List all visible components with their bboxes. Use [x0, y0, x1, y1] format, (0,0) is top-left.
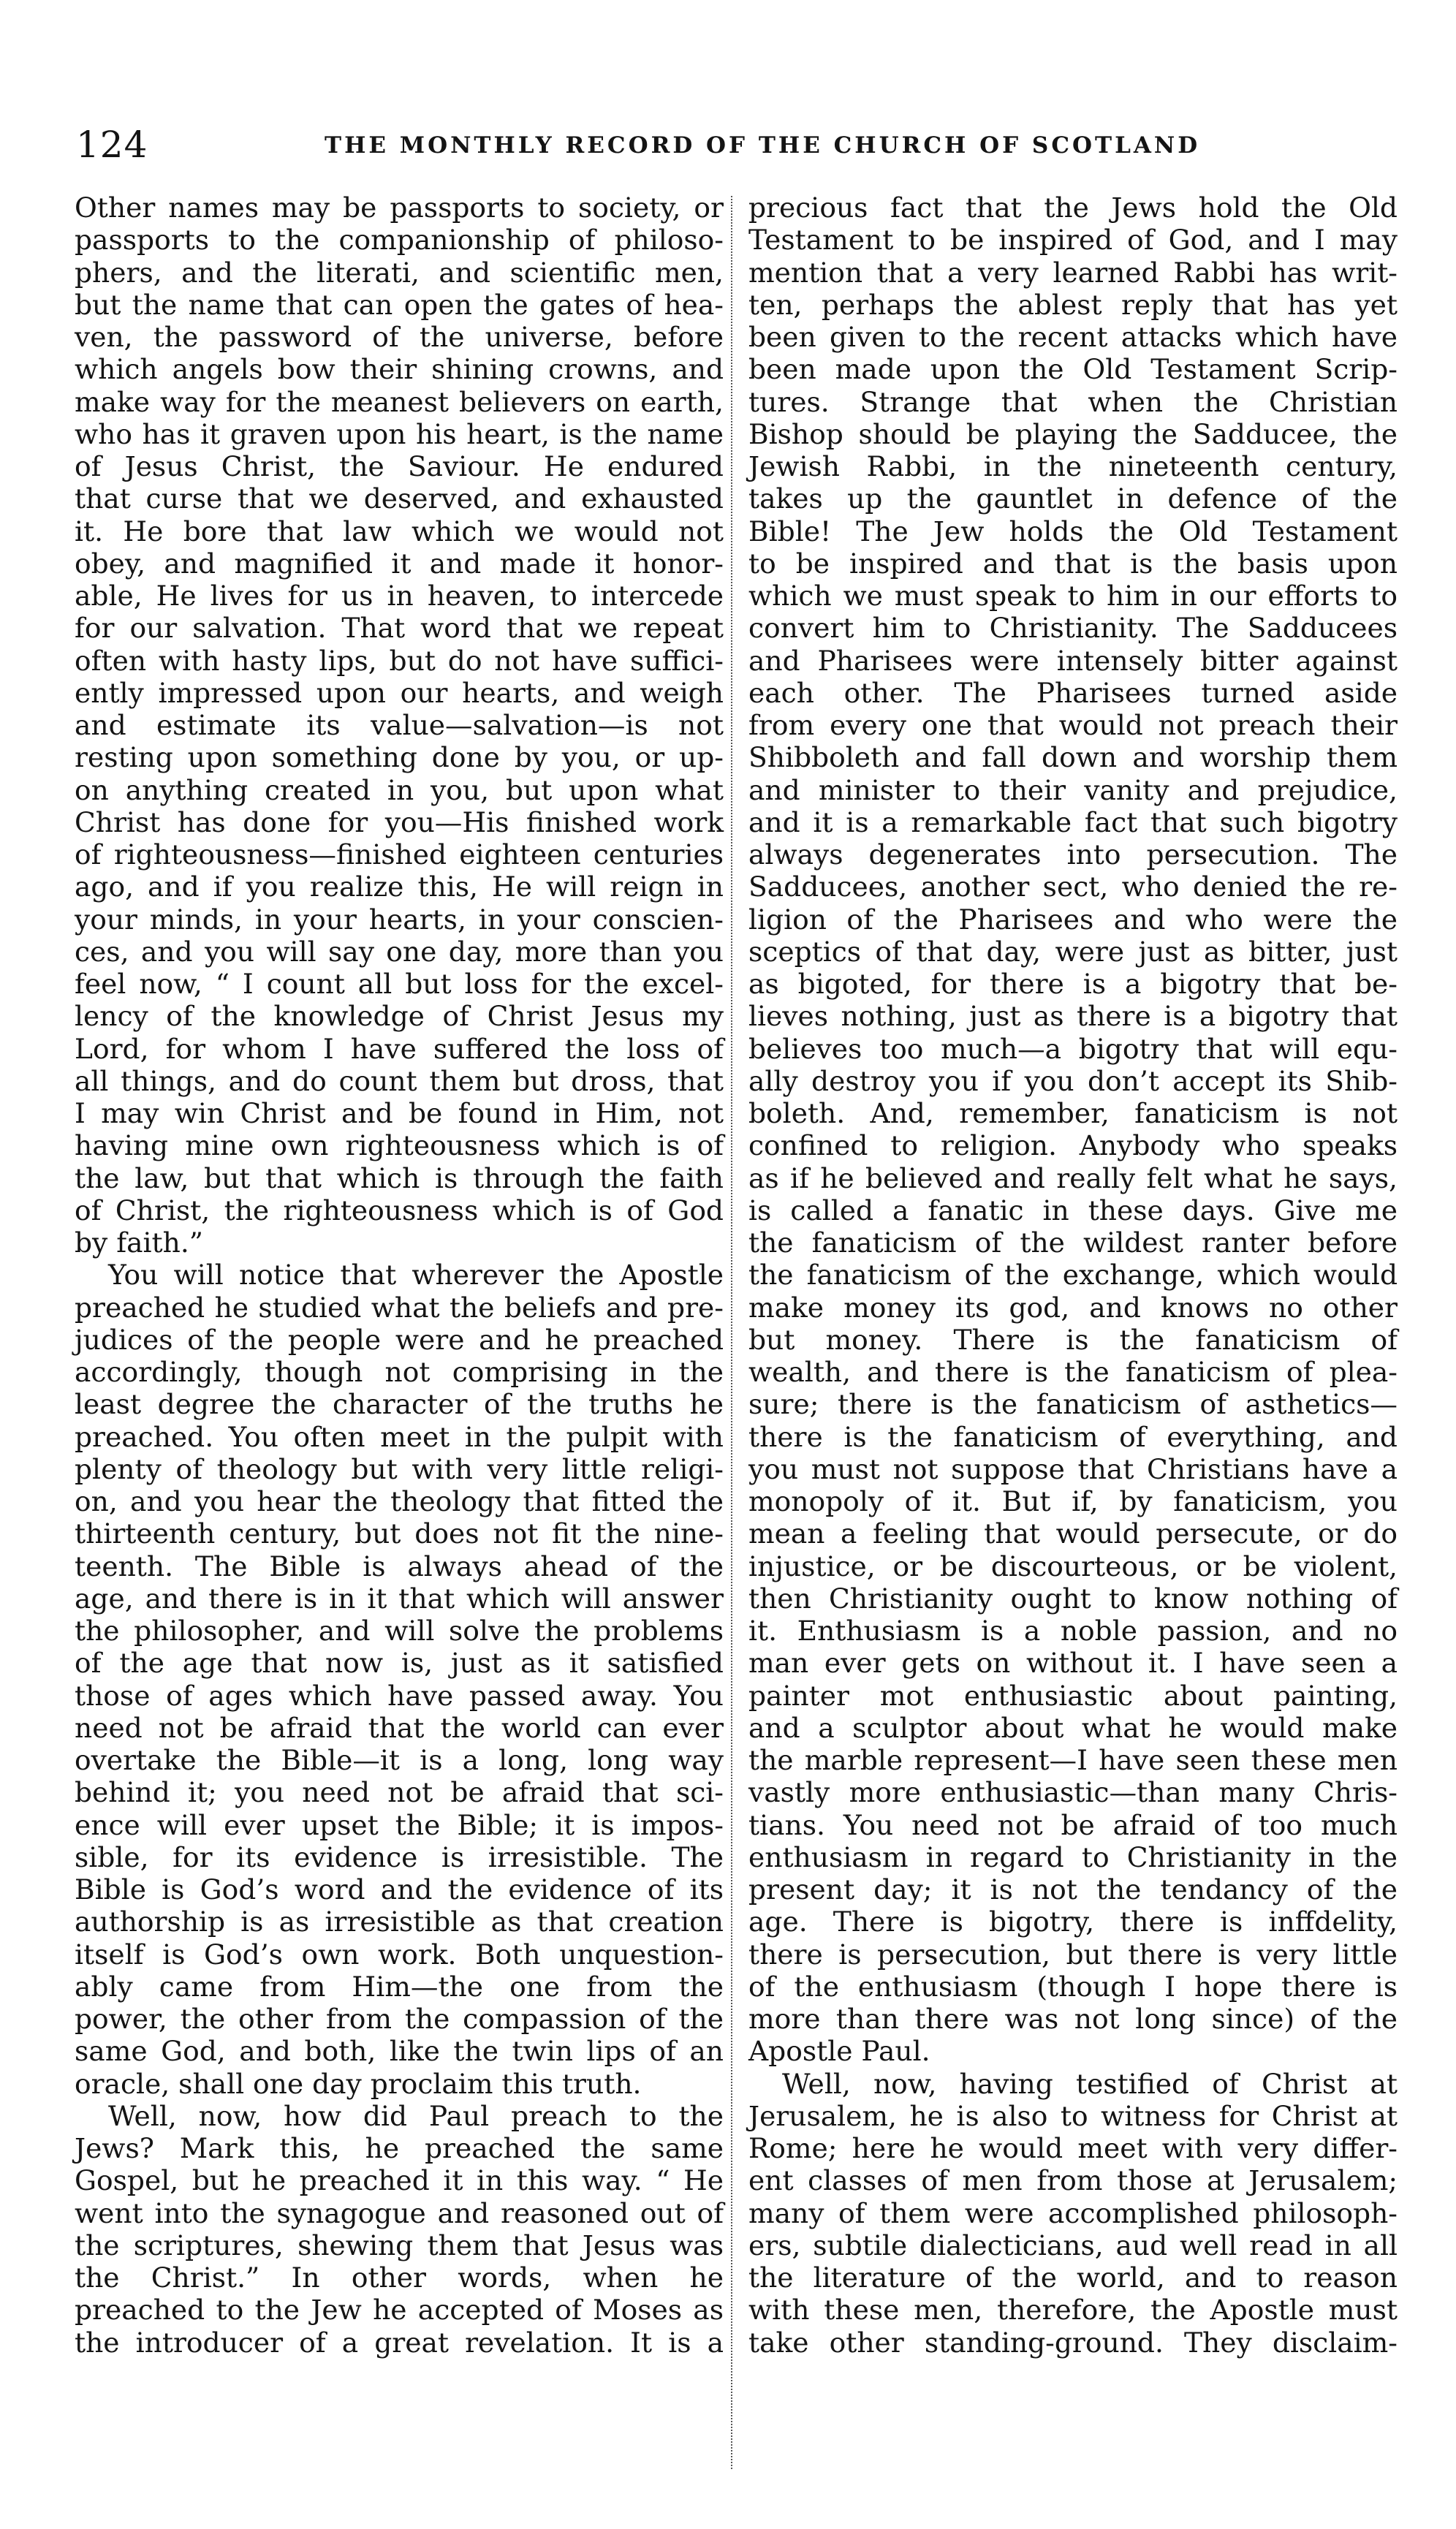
text-line: Jewish Rabbi, in the nineteenth century, [748, 450, 1398, 482]
text-line: ligion of the Pharisees and who were the [748, 903, 1398, 936]
text-line: accordingly, though not comprising in the [75, 1356, 724, 1388]
text-line: mention that a very learned Rabbi has writ- [748, 256, 1398, 289]
text-line: lency of the knowledge of Christ Jesus my [75, 1000, 724, 1033]
text-line: believes too much—a bigotry that will equ- [748, 1032, 1398, 1065]
text-line: as if he believed and really felt what he says, [748, 1161, 1398, 1194]
text-line: Sadducees, another sect, who denied the re- [748, 871, 1398, 903]
text-line: of righteousness—finished eighteen centuries [75, 838, 724, 871]
text-line: Other names may be passports to society, or [75, 192, 724, 224]
text-line: sceptics of that day, were just as bitter, just [748, 935, 1398, 968]
text-line: resting upon something done by you, or up- [75, 741, 724, 774]
text-line: judices of the people were and he preached [75, 1323, 724, 1356]
text-line: make way for the meanest believers on earth, [75, 385, 724, 418]
text-line: mean a feeling that would persecute, or do [748, 1517, 1398, 1550]
text-line: there is the fanaticism of everything, and [748, 1420, 1398, 1453]
text-line: you must not suppose that Christians have a [748, 1452, 1398, 1485]
text-line: the introducer of a great revelation. It is a [75, 2326, 724, 2359]
text-line: the marble represent—I have seen these men [748, 1744, 1398, 1776]
text-line: take other standing-ground. They disclaim- [748, 2326, 1398, 2359]
text-line: Testament to be inspired of God, and I may [748, 224, 1398, 257]
text-line: ven, the password of the universe, before [75, 321, 724, 353]
text-line: man ever gets on without it. I have seen a [748, 1647, 1398, 1680]
text-line: tures. Strange that when the Christian [748, 385, 1398, 418]
text-line: the philosopher, and will solve the problems [75, 1615, 724, 1647]
text-line: those of ages which have passed away. You [75, 1679, 724, 1712]
text-line: present day; it is not the tendancy of the [748, 1873, 1398, 1906]
text-line: but the name that can open the gates of hea- [75, 288, 724, 321]
text-line: Shibboleth and fall down and worship them [748, 741, 1398, 774]
text-line: age. There is bigotry, there is inffdelity, [748, 1906, 1398, 1938]
text-line: having mine own righteousness which is of [75, 1129, 724, 1162]
text-line: Jews? Mark this, he preached the same [75, 2132, 724, 2164]
text-line: same God, and both, like the twin lips of an [75, 2035, 724, 2068]
text-line: then Christianity ought to know nothing of [748, 1582, 1398, 1615]
text-line: teenth. The Bible is always ahead of the [75, 1550, 724, 1582]
text-line: ally destroy you if you don’t accept its Shib- [748, 1064, 1398, 1097]
text-line: and Pharisees were intensely bitter against [748, 644, 1398, 677]
text-line: plenty of theology but with very little religi- [75, 1452, 724, 1485]
text-line: more than there was not long since) of the [748, 2003, 1398, 2035]
text-line: who has it graven upon his heart, is the name [75, 417, 724, 450]
text-line: Well, now, how did Paul preach to the [108, 2099, 724, 2132]
text-line: Bishop should be playing the Sadducee, the [748, 417, 1398, 450]
text-line: ten, perhaps the ablest reply that has yet [748, 288, 1398, 321]
text-line: many of them were accomplished philosoph- [748, 2196, 1398, 2229]
text-line: preached to the Jew he accepted of Moses as [75, 2294, 724, 2327]
text-line: each other. The Pharisees turned aside [748, 676, 1398, 709]
text-line: ces, and you will say one day, more than you [75, 935, 724, 968]
left-column [75, 192, 724, 2359]
text-line: which angels bow their shining crowns, and [75, 353, 724, 386]
text-line: vastly more enthusiastic—than many Chris- [748, 1776, 1398, 1809]
text-line: went into the synagogue and reasoned out of [75, 2196, 724, 2229]
text-line: ent classes of men from those at Jerusalem; [748, 2164, 1398, 2197]
text-line: need not be afraid that the world can ever [75, 1711, 724, 1744]
text-line: phers, and the literati, and scientific men, [75, 256, 724, 289]
text-line: ago, and if you realize this, He will reign in [75, 871, 724, 903]
text-line: You will notice that wherever the Apostle [108, 1259, 724, 1292]
text-line: of Christ, the righteousness which is of God [75, 1194, 724, 1226]
text-line: that curse that we deserved, and exhausted [75, 482, 724, 515]
text-line: Gospel, but he preached it in this way. “ He [75, 2164, 724, 2197]
right-column [748, 192, 1398, 2359]
text-line: feel now, “ I count all but loss for the excel- [75, 968, 724, 1000]
text-line: ently impressed upon our hearts, and weigh [75, 676, 724, 709]
text-line: and minister to their vanity and prejudice, [748, 773, 1398, 806]
text-line: Well, now, having testified of Christ at [782, 2067, 1398, 2100]
text-line: confined to religion. Anybody who speaks [748, 1129, 1398, 1162]
text-line: takes up the gauntlet in defence of the [748, 482, 1398, 515]
text-line: which we must speak to him in our efforts to [748, 580, 1398, 612]
text-line: the fanaticism of the wildest ranter before [748, 1226, 1398, 1259]
text-line: sure; there is the fanaticism of asthetics— [748, 1388, 1398, 1421]
text-line: obey, and magnified it and made it honor- [75, 547, 724, 580]
text-line: least degree the character of the truths he [75, 1388, 724, 1421]
text-line: it. Enthusiasm is a noble passion, and no [748, 1615, 1398, 1647]
text-line: injustice, or be discourteous, or be violent, [748, 1550, 1398, 1582]
text-line: of Jesus Christ, the Saviour. He endured [75, 450, 724, 482]
text-line: preached he studied what the beliefs and pre- [75, 1291, 724, 1324]
text-line: for our salvation. That word that we repeat [75, 612, 724, 645]
text-line: all things, and do count them but dross, that [75, 1064, 724, 1097]
text-line: lieves nothing, just as there is a bigotry that [748, 1000, 1398, 1033]
column-divider [731, 196, 732, 2469]
text-line: power, the other from the compassion of the [75, 2003, 724, 2035]
text-line: from every one that would not preach their [748, 709, 1398, 741]
text-line: boleth. And, remember, fanaticism is not [748, 1097, 1398, 1129]
text-line: often with hasty lips, but do not have suffici- [75, 644, 724, 677]
text-line: monopoly of it. But if, by fanaticism, you [748, 1485, 1398, 1517]
text-line: able, He lives for us in heaven, to intercede [75, 580, 724, 612]
text-line: ably came from Him—the one from the [75, 1970, 724, 2003]
text-line: Bible is God’s word and the evidence of its [75, 1873, 724, 1906]
text-line: precious fact that the Jews hold the Old [748, 192, 1398, 224]
text-line: Rome; here he would meet with very differ- [748, 2132, 1398, 2164]
text-line: the fanaticism of the exchange, which would [748, 1259, 1398, 1292]
text-line: itself is God’s own work. Both unquestion- [75, 1938, 724, 1971]
text-line: the scriptures, shewing them that Jesus was [75, 2229, 724, 2261]
text-line: and estimate its value—salvation—is not [75, 709, 724, 741]
text-line: to be inspired and that is the basis upon [748, 547, 1398, 580]
text-line: behind it; you need not be afraid that sci- [75, 1776, 724, 1809]
text-line: I may win Christ and be found in Him, not [75, 1097, 724, 1129]
text-line: overtake the Bible—it is a long, long way [75, 1744, 724, 1776]
text-line: wealth, and there is the fanaticism of plea- [748, 1356, 1398, 1388]
text-line: painter mot enthusiastic about painting, [748, 1679, 1398, 1712]
text-line: and a sculptor about what he would make [748, 1711, 1398, 1744]
text-line: tians. You need not be afraid of too much [748, 1808, 1398, 1841]
text-line: sible, for its evidence is irresistible. The [75, 1840, 724, 1873]
text-line: on anything created in you, but upon what [75, 773, 724, 806]
page-header [76, 123, 1406, 175]
text-line: Apostle Paul. [748, 2035, 930, 2068]
text-line: preached. You often meet in the pulpit with [75, 1420, 724, 1453]
text-line: the Christ.” In other words, when he [75, 2261, 724, 2294]
text-line: been given to the recent attacks which have [748, 321, 1398, 353]
text-line: Jerusalem, he is also to witness for Christ at [748, 2099, 1398, 2132]
text-line: been made upon the Old Testament Scrip- [748, 353, 1398, 386]
text-line: of the enthusiasm (though I hope there is [748, 1970, 1398, 2003]
text-line: ence will ever upset the Bible; it is impos- [75, 1808, 724, 1841]
text-line: thirteenth century, but does not fit the nine- [75, 1517, 724, 1550]
text-line: and it is a remarkable fact that such bigotry [748, 805, 1398, 838]
text-line: always degenerates into persecution. The [748, 838, 1398, 871]
text-line: enthusiasm in regard to Christianity in the [748, 1840, 1398, 1873]
page-number: 124 [76, 124, 148, 166]
text-line: make money its god, and knows no other [748, 1291, 1398, 1324]
text-line: is called a fanatic in these days. Give me [748, 1194, 1398, 1226]
text-line: the literature of the world, and to reason [748, 2261, 1398, 2294]
text-line: with these men, therefore, the Apostle must [748, 2294, 1398, 2327]
text-line: oracle, shall one day proclaim this truth. [75, 2067, 642, 2100]
text-line: there is persecution, but there is very little [748, 1938, 1398, 1971]
text-line: it. He bore that law which we would not [75, 515, 724, 547]
text-line: by faith.” [75, 1226, 204, 1259]
text-line: passports to the companionship of philoso- [75, 224, 724, 257]
text-line: age, and there is in it that which will answer [75, 1582, 724, 1615]
text-line: Bible! The Jew holds the Old Testament [748, 515, 1398, 547]
text-line: your minds, in your hearts, in your conscien- [75, 903, 724, 936]
text-line: Lord, for whom I have suffered the loss of [75, 1032, 724, 1065]
running-title: THE MONTHLY RECORD OF THE CHURCH OF SCOTLAND [325, 132, 1201, 159]
text-line: authorship is as irresistible as that creation [75, 1906, 724, 1938]
text-line: the law, but that which is through the faith [75, 1161, 724, 1194]
text-line: convert him to Christianity. The Sadducees [748, 612, 1398, 645]
text-line: but money. There is the fanaticism of [748, 1323, 1398, 1356]
text-line: ers, subtile dialecticians, aud well read in all [748, 2229, 1398, 2261]
text-line: on, and you hear the theology that fitted the [75, 1485, 724, 1517]
text-line: Christ has done for you—His finished work [75, 805, 724, 838]
text-line: as bigoted, for there is a bigotry that be- [748, 968, 1398, 1000]
text-line: of the age that now is, just as it satisfied [75, 1647, 724, 1680]
